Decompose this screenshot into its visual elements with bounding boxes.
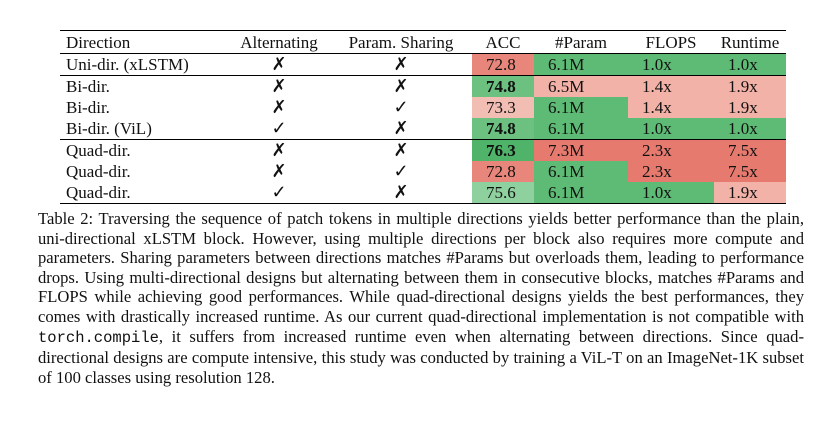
cell-param: 6.1M <box>534 161 628 182</box>
cell-acc: 76.3 <box>472 140 534 162</box>
cell-flops: 1.4x <box>628 76 714 98</box>
header-direction: Direction <box>60 31 228 54</box>
cell-param: 6.1M <box>534 97 628 118</box>
header-param-sharing: Param. Sharing <box>330 31 472 54</box>
cell-param-sharing: ✗ <box>330 118 472 140</box>
cell-param: 6.5M <box>534 76 628 98</box>
cell-runtime: 7.5x <box>714 140 786 162</box>
cell-runtime: 1.0x <box>714 118 786 140</box>
header-alternating: Alternating <box>228 31 330 54</box>
cell-flops: 1.0x <box>628 54 714 76</box>
cell-runtime: 7.5x <box>714 161 786 182</box>
cell-direction: Quad-dir. <box>66 141 131 160</box>
cell-alternating: ✓ <box>228 182 330 204</box>
cell-acc: 72.8 <box>472 161 534 182</box>
cell-param-sharing: ✗ <box>330 182 472 204</box>
cell-param: 6.1M <box>534 118 628 140</box>
cell-acc: 74.8 <box>472 76 534 98</box>
cell-direction: Quad-dir. <box>66 162 131 181</box>
cell-alternating: ✗ <box>271 161 287 181</box>
cell-direction: Quad-dir. <box>60 182 228 204</box>
cell-param-sharing: ✗ <box>393 140 409 160</box>
table-row <box>60 97 786 118</box>
cell-runtime: 1.9x <box>714 182 786 204</box>
table-row <box>60 76 786 98</box>
table-row <box>60 140 786 162</box>
header-runtime: Runtime <box>714 31 786 54</box>
cell-direction: Bi-dir. (ViL) <box>60 118 228 140</box>
cell-runtime: 1.9x <box>714 76 786 98</box>
cell-flops: 1.4x <box>628 97 714 118</box>
cell-alternating: ✓ <box>228 118 330 140</box>
cell-alternating: ✗ <box>228 54 330 76</box>
caption-code: torch.compile <box>38 328 159 347</box>
caption-text-part-1: Traversing the sequence of patch tokens in multiple directions yields better performance than the plain, uni-directional xLSTM block. However, using multiple directions per block also requires more compute and parameters. Sharing parameters between directions matches #Params but overloads them, leading to performance drops. Using multi-directional designs but alternating between them in consecutive blocks, matches #Params and FLOPS while achieving good performances. While quad-directional designs yields the best performances, they comes with drastically increased runtime. As our current quad-directional implementation is not compatible with <box>38 209 805 326</box>
cell-runtime: 1.9x <box>714 97 786 118</box>
cell-acc: 74.8 <box>472 118 534 140</box>
cell-acc: 72.8 <box>472 54 534 76</box>
table-header-row <box>60 31 786 54</box>
cell-param: 6.1M <box>534 182 628 204</box>
cell-flops: 1.0x <box>628 182 714 204</box>
cell-acc: 73.3 <box>472 97 534 118</box>
header-param: #Param <box>534 31 628 54</box>
cell-flops: 2.3x <box>628 161 714 182</box>
cell-acc: 75.6 <box>472 182 534 204</box>
cell-param-sharing: ✓ <box>393 161 409 181</box>
cell-direction: Bi-dir. <box>66 98 110 117</box>
cell-param-sharing: ✗ <box>393 76 409 96</box>
cell-alternating: ✗ <box>271 76 287 96</box>
cell-param: 7.3M <box>534 140 628 162</box>
cell-param: 6.1M <box>534 54 628 76</box>
cell-direction: Bi-dir. <box>66 77 110 96</box>
cell-direction: Uni-dir. (xLSTM) <box>60 54 228 76</box>
table-row <box>60 54 786 76</box>
caption-text-part-2: , it suffers from increased runtime even when alternating between directions. Since quad-directional designs are compute intensive, this study was conducted by training a ViL-T on an ImageNet-1K subset of 100 classes using resolution 128. <box>38 326 804 387</box>
results-table <box>60 30 786 204</box>
header-acc: ACC <box>472 31 534 54</box>
header-flops: FLOPS <box>628 31 714 54</box>
table-row <box>60 161 786 182</box>
table-row <box>60 118 786 140</box>
cell-param-sharing: ✗ <box>330 54 472 76</box>
cell-flops: 1.0x <box>628 118 714 140</box>
cell-alternating: ✗ <box>271 97 287 117</box>
table-row <box>60 182 786 204</box>
cell-runtime: 1.0x <box>714 54 786 76</box>
caption-label: Table 2: <box>38 209 94 228</box>
cell-alternating: ✗ <box>271 140 287 160</box>
cell-flops: 2.3x <box>628 140 714 162</box>
cell-param-sharing: ✓ <box>393 97 409 117</box>
table-caption <box>38 209 804 387</box>
